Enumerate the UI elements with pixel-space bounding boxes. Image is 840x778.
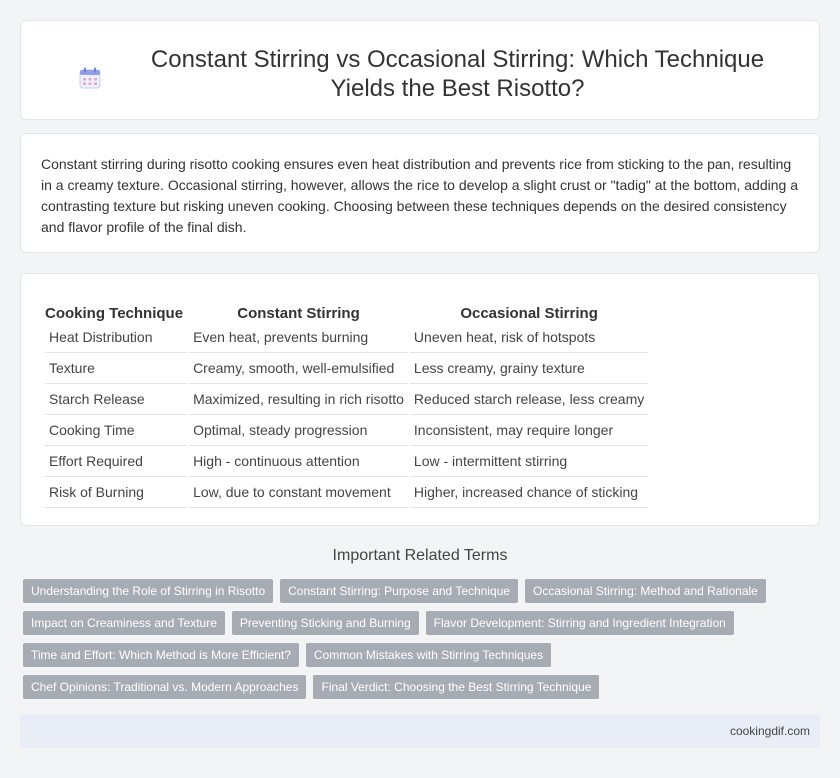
table-cell: Low - intermittent stirring [410,446,648,477]
table-row [45,446,648,477]
table-cell: Risk of Burning [45,477,187,508]
tag-row [23,675,783,699]
related-term-tag[interactable]: Flavor Development: Stirring and Ingredient Integration [426,611,734,635]
related-term-tag[interactable]: Chef Opinions: Traditional vs. Modern Approaches [23,675,306,699]
related-term-tag[interactable]: Constant Stirring: Purpose and Technique [280,579,518,603]
intro-card [20,133,820,253]
table-cell: High - continuous attention [189,446,408,477]
comparison-table-card [20,273,820,526]
table-row [45,322,648,353]
table-cell: Starch Release [45,384,187,415]
table-cell: Texture [45,353,187,384]
column-header: Cooking Technique [45,305,184,322]
column-header: Occasional Stirring [460,305,598,322]
related-terms-title: Important Related Terms [332,547,508,564]
table-cell: Uneven heat, risk of hotspots [410,322,648,353]
table-cell: Even heat, prevents burning [189,322,408,353]
tag-row [23,611,783,635]
calendar-icon [79,67,101,89]
related-terms-list [23,579,783,707]
table-cell: Reduced starch release, less creamy [410,384,648,415]
related-term-tag[interactable]: Impact on Creaminess and Texture [23,611,225,635]
page-title: Constant Stirring vs Occasional Stirring: Which Technique Yields the Best Risotto? [150,46,765,102]
column-header: Constant Stirring [237,305,360,322]
table-cell: Heat Distribution [45,322,187,353]
intro-paragraph: Constant stirring during risotto cooking ensures even heat distribution and prevents rice from sticking to the pan, resulting in a creamy texture. Occasional stirring, however, allows the rice to develop a slight crust or "tadig" at the bottom, adding a contrasting texture but risking uneven cooking. Choosing between these techniques depends on the desired consistency and flavor profile of the final dish. [41,156,798,235]
related-term-tag[interactable]: Final Verdict: Choosing the Best Stirring Technique [313,675,599,699]
related-term-tag[interactable]: Occasional Stirring: Method and Rationale [525,579,766,603]
table-cell: Maximized, resulting in rich risotto [189,384,408,415]
table-row [45,353,648,384]
table-row [45,415,648,446]
table-cell: Effort Required [45,446,187,477]
table-cell: Less creamy, grainy texture [410,353,648,384]
footer [20,714,820,748]
related-term-tag[interactable]: Time and Effort: Which Method is More Efficient? [23,643,299,667]
table-cell: Low, due to constant movement [189,477,408,508]
table-header-row [45,294,648,322]
comparison-table [43,294,650,508]
table-cell: Optimal, steady progression [189,415,408,446]
table-cell: Creamy, smooth, well-emulsified [189,353,408,384]
table-row [45,477,648,508]
table-cell: Cooking Time [45,415,187,446]
tag-row [23,579,783,603]
header-card [20,20,820,120]
tag-row [23,643,783,667]
related-term-tag[interactable]: Understanding the Role of Stirring in Risotto [23,579,273,603]
related-term-tag[interactable]: Preventing Sticking and Burning [232,611,419,635]
table-cell: Inconsistent, may require longer [410,415,648,446]
footer-site-link[interactable]: cookingdif.com [729,724,810,738]
table-row [45,384,648,415]
table-cell: Higher, increased chance of sticking [410,477,648,508]
related-term-tag[interactable]: Common Mistakes with Stirring Techniques [306,643,551,667]
